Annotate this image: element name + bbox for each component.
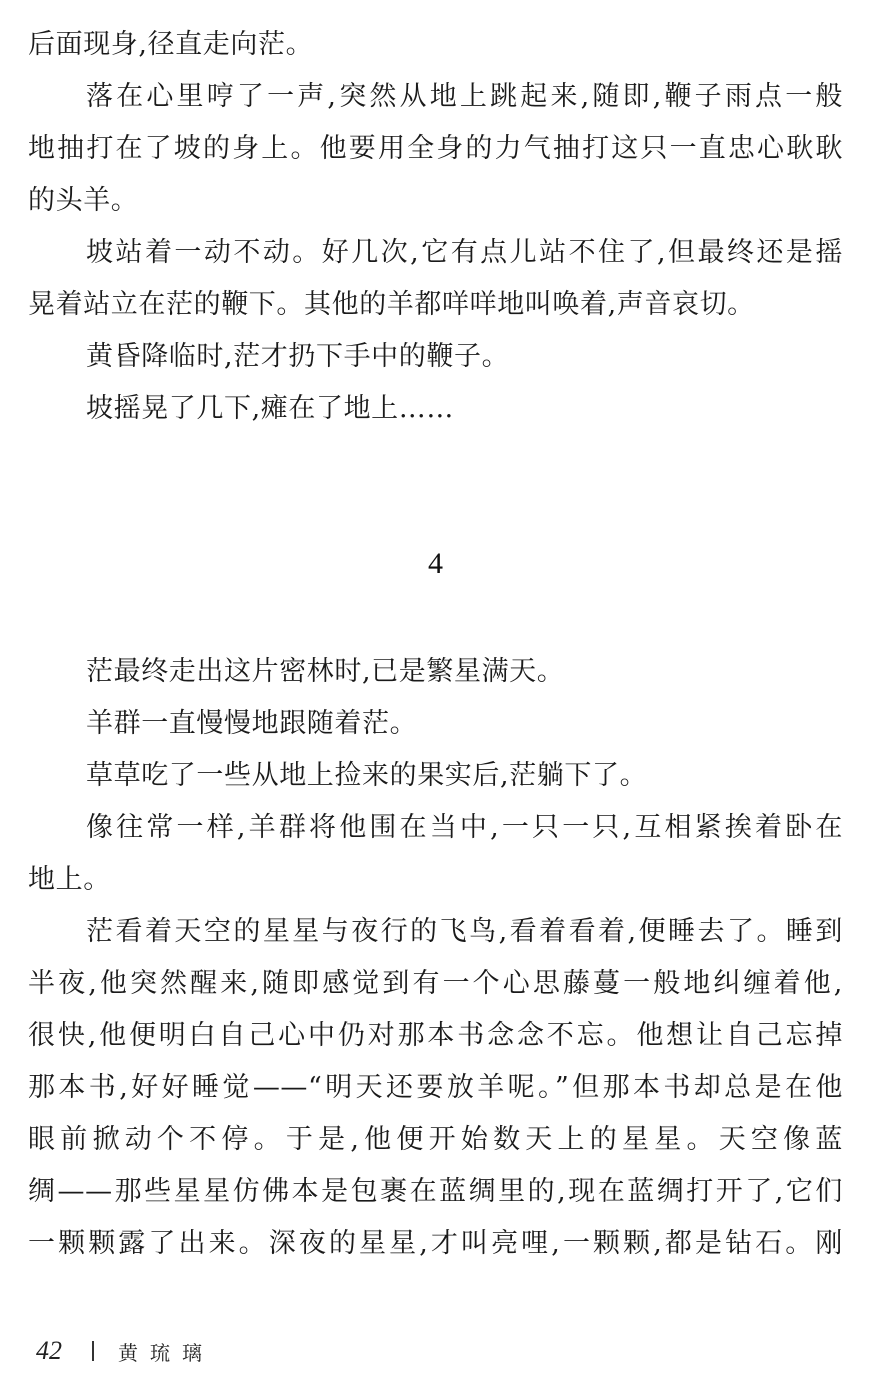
text-line: 很快,他便明白自己心中仍对那本书念念不忘。他想让自己忘掉 bbox=[28, 1020, 843, 1051]
text-line: 半夜,他突然醒来,随即感觉到有一个心思藤蔓一般地纠缠着他, bbox=[28, 968, 843, 999]
text-line: 地抽打在了坡的身上。他要用全身的力气抽打这只一直忠心耿耿 bbox=[28, 133, 843, 164]
text-line: 晃着站立在茫的鞭下。其他的羊都咩咩地叫唤着,声音哀切。 bbox=[28, 289, 755, 320]
text-line: 的头羊。 bbox=[28, 185, 139, 216]
author-name: 黄琉璃 bbox=[118, 1340, 214, 1365]
text-line: 地上。 bbox=[28, 864, 111, 895]
text-line: 眼前掀动个不停。于是,他便开始数天上的星星。天空像蓝 bbox=[28, 1124, 843, 1155]
text-line: 绸——那些星星仿佛本是包裹在蓝绸里的,现在蓝绸打开了,它们 bbox=[28, 1176, 843, 1207]
text-line: 后面现身,径直走向茫。 bbox=[28, 29, 314, 60]
text-line: 落在心里哼了一声,突然从地上跳起来,随即,鞭子雨点一般 bbox=[86, 81, 843, 112]
text-line: 草草吃了一些从地上捡来的果实后,茫躺下了。 bbox=[86, 760, 648, 791]
text-line: 坡摇晃了几下,瘫在了地上…… bbox=[86, 393, 454, 424]
section-heading-number: 4 bbox=[428, 547, 443, 580]
text-line: 那本书,好好睡觉——“明天还要放羊呢。”但那本书却总是在他 bbox=[28, 1072, 843, 1103]
text-line: 像往常一样,羊群将他围在当中,一只一只,互相紧挨着卧在 bbox=[86, 812, 843, 843]
footer-separator bbox=[92, 1341, 94, 1361]
page-number: 42 bbox=[36, 1336, 62, 1365]
text-line: 羊群一直慢慢地跟随着茫。 bbox=[86, 708, 418, 739]
text-line: 茫看着天空的星星与夜行的飞鸟,看着看着,便睡去了。睡到 bbox=[86, 916, 843, 947]
text-line: 黄昏降临时,茫才扔下手中的鞭子。 bbox=[86, 341, 510, 372]
text-line: 坡站着一动不动。好几次,它有点儿站不住了,但最终还是摇 bbox=[86, 237, 843, 268]
text-line: 茫最终走出这片密林时,已是繁星满天。 bbox=[86, 656, 565, 687]
text-line: 一颗颗露了出来。深夜的星星,才叫亮哩,一颗颗,都是钻石。刚 bbox=[28, 1228, 843, 1259]
page-footer bbox=[36, 1334, 214, 1368]
